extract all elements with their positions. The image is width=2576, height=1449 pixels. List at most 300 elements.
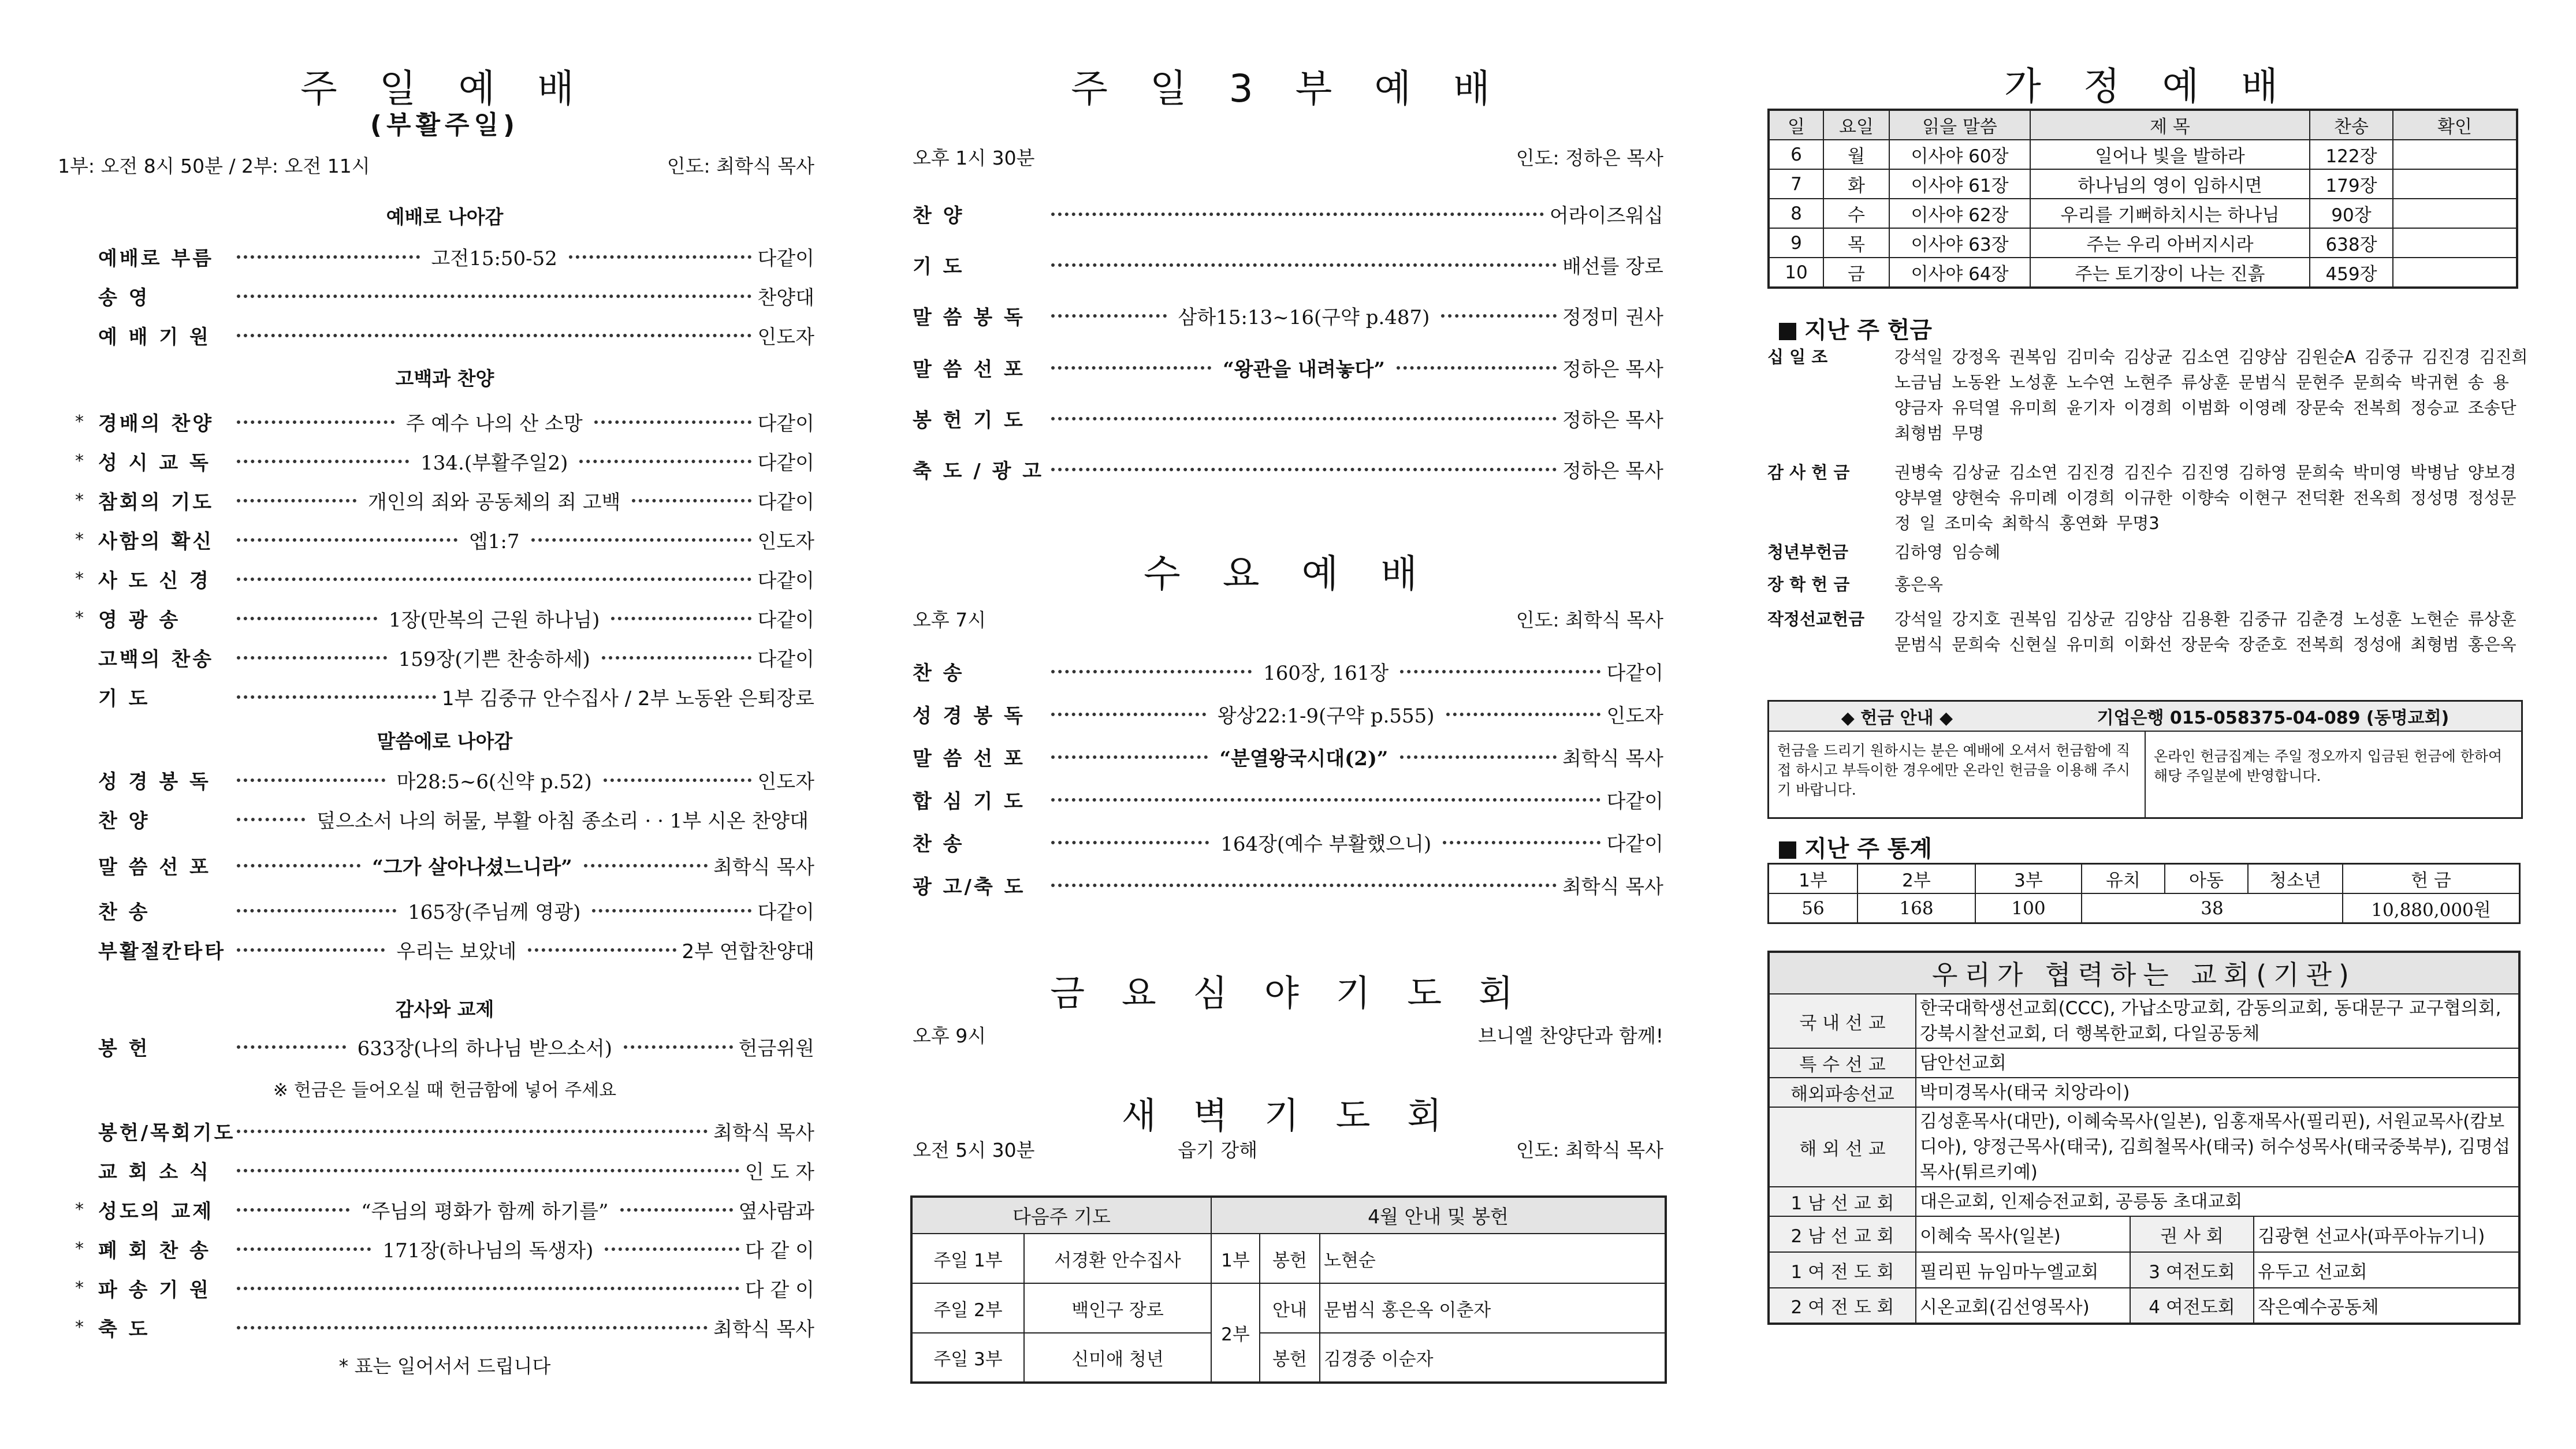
april-names: 김경중 이순자 <box>1320 1333 1666 1383</box>
prayer-name: 신미애 청년 <box>1024 1333 1211 1383</box>
order-label: 송 영 <box>98 286 150 310</box>
dot-leader <box>237 656 387 660</box>
partner-value: 김성훈목사(대만), 이혜숙목사(일본), 임홍재목사(필리핀), 서원교목사(캄보디아), 양정근목사(태국), 김희철목사(태국) 허수성목사(태국중북부), 김명섭목사(튀르키예) <box>1916 1107 2519 1187</box>
dot-leader <box>1051 884 1557 887</box>
dot-leader <box>237 695 436 699</box>
order-label: 교 회 소 식 <box>98 1161 211 1184</box>
offering-label: 십 일 조 <box>1767 347 1828 367</box>
dot-leader <box>237 1169 739 1172</box>
april-role: 봉헌 <box>1260 1333 1320 1383</box>
order-row <box>75 321 814 349</box>
order-person: 옆사람과 <box>738 1200 814 1223</box>
dot-leader <box>592 909 751 912</box>
order-person: 다같이 <box>757 412 814 435</box>
table-cell: 이사야 60장 <box>1889 140 2030 169</box>
next-week-prayer-header: 다음주 기도 <box>911 1197 1211 1234</box>
offering-label: 청년부헌금 <box>1767 542 1849 562</box>
order-person: 정하은 목사 <box>1562 358 1664 381</box>
order-detail: “그가 살아나셨느니라” <box>372 856 572 879</box>
partner-value: 대은교회, 인제승전교회, 공릉동 초대교회 <box>1916 1187 2519 1216</box>
table-row <box>1769 228 2517 258</box>
order-person: 최학식 목사 <box>1562 876 1663 899</box>
order-detail: 1장(만복의 근원 하나님) <box>389 609 600 632</box>
dot-leader <box>528 948 676 952</box>
offering-heading <box>1779 312 1932 345</box>
order-detail: 고전15:50-52 <box>431 247 557 270</box>
partner-value: 박미경목사(태국 치앙라이) <box>1916 1078 2519 1107</box>
standing-mark: * <box>75 608 84 628</box>
standing-footer: * 표는 일어서서 드립니다 <box>338 1355 551 1377</box>
april-role: 봉헌 <box>1260 1234 1320 1283</box>
april-guide-header: 4월 안내 및 봉헌 <box>1211 1197 1666 1234</box>
standing-mark: * <box>75 1317 84 1338</box>
prayer-service: 주일 3부 <box>911 1333 1024 1383</box>
table-cell: 수 <box>1823 199 1889 228</box>
dot-leader <box>237 1208 349 1212</box>
offering-label: 작정선교헌금 <box>1767 609 1865 629</box>
table-cell: 월 <box>1823 140 1889 169</box>
order-row <box>913 700 1663 728</box>
order-label: 사 도 신 경 <box>98 569 211 593</box>
order-row <box>75 1274 814 1302</box>
order-row <box>75 805 814 833</box>
order-label: 기 도 <box>98 687 150 710</box>
dot-leader <box>237 1130 708 1133</box>
order-person: 어라이즈워십 <box>1549 204 1663 228</box>
april-part: 2부 <box>1211 1283 1260 1383</box>
dot-leader <box>1397 366 1557 370</box>
dot-leader <box>237 420 394 424</box>
dot-leader <box>602 656 752 660</box>
standing-mark: * <box>75 490 84 511</box>
table-cell: 90장 <box>2310 199 2393 228</box>
order-person: 최학식 목사 <box>713 1122 814 1145</box>
family-worship-column <box>1767 0 2530 1449</box>
dot-leader <box>1446 713 1601 716</box>
square-bullet-icon <box>1779 323 1796 340</box>
order-label: 기 도 <box>913 255 965 278</box>
table-cell: 이사야 61장 <box>1889 169 2030 199</box>
dot-leader <box>569 255 752 259</box>
partner-label: 3 여전도회 <box>2130 1252 2254 1288</box>
order-row <box>913 785 1663 814</box>
dot-leader <box>237 617 377 620</box>
order-label: 봉 헌 기 도 <box>913 409 1025 432</box>
family-worship-table <box>1767 109 2518 289</box>
order-person: 다같이 <box>1606 662 1663 685</box>
section-heading: 말씀에로 나아감 <box>377 730 513 753</box>
wednesday-leader: 인도: 최학식 목사 <box>1516 609 1663 631</box>
table-cell: 이사야 64장 <box>1889 258 2030 288</box>
partner-value: 필리핀 뉴임마누엘교회 <box>1916 1252 2130 1288</box>
order-label: 경배의 찬양 <box>98 412 214 435</box>
section-heading: 예배로 나아감 <box>386 206 504 228</box>
order-row <box>75 526 814 554</box>
table-cell: 459장 <box>2310 258 2393 288</box>
order-row <box>75 486 814 515</box>
table-cell[interactable] <box>2393 140 2517 169</box>
order-row <box>913 353 1663 382</box>
table-cell[interactable] <box>2393 228 2517 258</box>
order-label: 축 도 <box>98 1318 150 1341</box>
dot-leader <box>237 578 751 581</box>
friday-info <box>913 1021 1663 1048</box>
partner-row <box>1769 1252 2519 1288</box>
order-row <box>913 657 1663 686</box>
other-services-column <box>913 0 1663 1449</box>
order-label: 파 송 기 원 <box>98 1279 211 1302</box>
friday-time: 오후 9시 <box>913 1025 987 1047</box>
dot-leader <box>1400 670 1600 673</box>
table-cell: 이사야 63장 <box>1889 228 2030 258</box>
order-label: 찬 송 <box>913 662 965 685</box>
prayer-name: 서경환 안수집사 <box>1024 1234 1211 1283</box>
col-header: 요일 <box>1823 110 1889 140</box>
order-row <box>75 936 814 964</box>
partner-row <box>1769 1288 2519 1324</box>
stats-header: 1부 <box>1769 864 1858 894</box>
order-person: 정하은 목사 <box>1562 460 1663 483</box>
dot-leader <box>620 1208 733 1212</box>
order-person: 다같이 <box>757 569 814 593</box>
order-row <box>75 851 814 880</box>
dot-leader <box>1051 417 1557 420</box>
table-row <box>1769 199 2517 228</box>
april-names: 문범식 홍은옥 이춘자 <box>1320 1283 1666 1333</box>
order-label: 예 배 기 원 <box>98 326 211 349</box>
table-cell[interactable] <box>2393 258 2517 288</box>
order-detail: “분열왕국시대(2)” <box>1219 747 1388 770</box>
stats-header: 아동 <box>2165 864 2248 894</box>
order-row <box>75 243 814 271</box>
order-person: 다 같 이 <box>744 1239 815 1262</box>
order-row <box>75 896 814 925</box>
order-person: 다같이 <box>757 491 814 514</box>
dot-leader <box>624 1045 733 1049</box>
order-label: 찬 양 <box>98 810 150 833</box>
partner-label: 해외파송선교 <box>1769 1078 1916 1107</box>
table-cell: 일어나 빛을 발하라 <box>2030 140 2310 169</box>
order-label: 찬 송 <box>98 901 150 924</box>
order-person: 정하은 목사 <box>1562 409 1663 432</box>
dawn-info <box>913 1135 1663 1163</box>
order-label: 말 씀 선 포 <box>98 856 211 879</box>
order-label: 봉헌/목회기도 <box>98 1122 236 1145</box>
order-label: 고백의 찬송 <box>98 648 214 671</box>
order-person: 다같이 <box>757 901 814 924</box>
order-detail: 엡1:7 <box>468 530 520 553</box>
guide-left-text: 헌금을 드리기 원하시는 분은 예배에 오셔서 헌금함에 직접 하시고 부득이한 경우에만 온라인 헌금을 이용해 주시기 바랍니다. <box>1769 732 2146 817</box>
dot-leader <box>237 948 385 952</box>
stats-value: 56 <box>1769 893 1858 923</box>
dot-leader <box>237 334 751 337</box>
prayer-name: 백인구 장로 <box>1024 1283 1211 1333</box>
order-label: 합 심 기 도 <box>913 790 1025 813</box>
sunday-subtitle: (부활주일) <box>370 110 520 140</box>
order-row <box>913 455 1663 483</box>
dot-leader <box>579 460 751 463</box>
order-row <box>75 1195 814 1224</box>
dot-leader <box>237 1045 346 1049</box>
order-row <box>913 404 1663 433</box>
order-person: 인도자 <box>757 530 814 553</box>
order-label: 예배로 부름 <box>98 247 214 270</box>
wednesday-time: 오후 7시 <box>913 609 987 631</box>
dot-leader <box>237 295 751 298</box>
order-person: 인도자 <box>757 770 815 794</box>
section-heading: 고백과 찬양 <box>395 367 494 390</box>
dot-leader <box>1441 314 1557 318</box>
april-role: 안내 <box>1260 1283 1320 1333</box>
third-service-info <box>913 143 1663 170</box>
dot-leader <box>1400 755 1557 759</box>
table-row <box>1769 169 2517 199</box>
table-cell: 이사야 62장 <box>1889 199 2030 228</box>
dot-leader <box>237 1247 371 1251</box>
order-row <box>75 1313 814 1342</box>
friday-note: 브니엘 찬양단과 함께! <box>1477 1025 1663 1047</box>
order-detail: 165장(주님께 영광) <box>408 901 581 924</box>
order-label: 광 고/축 도 <box>913 876 1026 899</box>
order-label: 성 경 봉 독 <box>913 705 1025 728</box>
stats-value: 10,880,000원 <box>2343 893 2520 923</box>
schedule-table <box>910 1195 1667 1384</box>
prayer-service: 주일 2부 <box>911 1283 1024 1333</box>
order-row <box>75 408 814 436</box>
order-detail: 주 예수 나의 산 소망 <box>405 412 583 435</box>
order-row <box>75 1235 814 1263</box>
section-heading: 감사와 교제 <box>395 998 494 1020</box>
sunday-service-column <box>58 0 815 1449</box>
order-detail: 삼하15:13~16(구약 p.487) <box>1178 306 1430 329</box>
order-label: 찬 양 <box>913 204 965 228</box>
table-row <box>1769 140 2517 169</box>
dot-leader <box>605 1247 739 1251</box>
offering-label: 장 학 헌 금 <box>1767 575 1850 594</box>
order-label: 폐 회 찬 송 <box>98 1239 211 1262</box>
order-person: 다같이 <box>1606 790 1663 813</box>
order-label: 영 광 송 <box>98 609 181 632</box>
order-person: 인도자 <box>757 326 814 349</box>
col-header: 읽을 말씀 <box>1889 110 2030 140</box>
offering-title: 지난 주 헌금 <box>1804 317 1933 344</box>
partner-value: 이혜숙 목사(일본) <box>1916 1216 2130 1252</box>
standing-mark: * <box>75 1200 84 1220</box>
table-cell: 8 <box>1769 199 1823 228</box>
partner-label: 1 남 선 교 회 <box>1769 1187 1916 1216</box>
order-person: 헌금위원 <box>738 1037 814 1060</box>
sunday-title: 주 일 예 배 <box>300 66 589 111</box>
order-label: 성 시 교 독 <box>98 452 211 475</box>
third-service-time: 오후 1시 30분 <box>913 147 1035 169</box>
order-person: 다같이 <box>757 648 814 671</box>
dot-leader <box>1051 841 1209 844</box>
order-row <box>913 828 1663 856</box>
table-cell: 금 <box>1823 258 1889 288</box>
table-cell: 주는 토기장이 나는 진흙 <box>2030 258 2310 288</box>
offering-note: ※ 헌금은 들어오실 때 헌금함에 넣어 주세요 <box>273 1080 617 1101</box>
order-row <box>75 447 814 475</box>
order-row <box>75 282 814 310</box>
order-row <box>75 1033 814 1061</box>
order-detail: 우리는 보았네 <box>396 940 517 963</box>
order-detail: 633장(나의 하나님 받으소서) <box>357 1037 613 1060</box>
offering-row <box>1767 606 2530 657</box>
order-row <box>913 743 1663 771</box>
dot-leader <box>237 255 420 259</box>
dawn-leader: 인도: 최학식 목사 <box>1516 1139 1663 1161</box>
order-label: 참회의 기도 <box>98 491 214 514</box>
guide-title: ◆ 헌금 안내 ◆ <box>1841 708 1953 728</box>
standing-mark: * <box>75 412 84 432</box>
order-person: 배선를 장로 <box>1562 255 1663 278</box>
wednesday-info <box>913 605 1663 632</box>
dot-leader <box>237 1287 739 1290</box>
partner-row <box>1769 1078 2519 1107</box>
offering-guide-box <box>1767 700 2523 819</box>
partner-label: 해 외 선 교 <box>1769 1107 1916 1187</box>
order-person: 최학식 목사 <box>1562 747 1664 770</box>
order-label: 봉 헌 <box>98 1037 150 1060</box>
order-detail: 개인의 죄와 공동체의 죄 고백 <box>368 491 621 514</box>
sunday-times: 1부: 오전 8시 50분 / 2부: 오전 11시 <box>58 155 370 177</box>
table-cell: 638장 <box>2310 228 2393 258</box>
order-person: 인 도 자 <box>744 1161 814 1184</box>
order-detail: 왕상22:1-9(구약 p.555) <box>1217 705 1435 728</box>
col-header: 찬송 <box>2310 110 2393 140</box>
partner-label: 1 여 전 도 회 <box>1769 1252 1916 1288</box>
partner-value: 유두고 선교회 <box>2254 1252 2519 1288</box>
order-person: 다같이 <box>757 452 815 475</box>
guide-right-text: 온라인 헌금집계는 주일 정오까지 입금된 헌금에 한하여 해당 주일분에 반영합니다. <box>2154 748 2503 784</box>
partner-value: 시온교회(김선영목사) <box>1916 1288 2130 1324</box>
dot-leader <box>1051 263 1557 267</box>
dot-leader <box>632 499 751 502</box>
order-row <box>75 604 814 632</box>
dot-leader <box>1051 713 1206 716</box>
dot-leader <box>594 420 752 424</box>
partner-row <box>1769 1187 2519 1216</box>
order-row <box>75 565 814 593</box>
order-detail: 마28:5~6(신약 p.52) <box>396 770 592 794</box>
table-cell: 우리를 기뻐하치시는 하나님 <box>2030 199 2310 228</box>
order-person: 다같이 <box>1606 833 1663 856</box>
standing-mark: * <box>75 1278 84 1298</box>
order-row <box>75 1156 814 1184</box>
order-label: 말 씀 선 포 <box>913 358 1025 381</box>
stats-header: 헌 금 <box>2343 864 2520 894</box>
stats-table <box>1767 863 2521 924</box>
order-row <box>75 683 814 711</box>
third-service-leader: 인도: 정하은 목사 <box>1516 147 1663 169</box>
prayer-service: 주일 1부 <box>911 1234 1024 1283</box>
order-row <box>913 200 1663 228</box>
order-person: 인도자 <box>1606 705 1664 728</box>
table-row <box>1769 258 2517 288</box>
dot-leader <box>611 617 751 620</box>
dot-leader <box>1051 670 1252 673</box>
offering-row <box>1767 572 2530 597</box>
order-detail: 171장(하나님의 독생자) <box>382 1239 594 1262</box>
stats-header: 2부 <box>1857 864 1975 894</box>
order-row <box>913 251 1663 279</box>
order-label: 성 경 봉 독 <box>98 770 211 794</box>
table-cell: 하나님의 영이 임하시면 <box>2030 169 2310 199</box>
standing-mark: * <box>75 569 84 589</box>
offering-names: 강석일 강정옥 권복임 김미숙 김상균 김소연 김양삼 김원순A 김중규 김진경 김진희 노금님 노동완 노성훈 노수연 노현주 류상훈 문범식 문현주 문희숙 박귀현 송 용 양금자 유덕열 유미희 윤기자 이경희 이범화 이영례 장문숙 전복희 정승교 조송단 최형범 무명 <box>1894 347 2528 443</box>
partner-value: 담안선교회 <box>1916 1048 2519 1078</box>
stats-header: 청소년 <box>2248 864 2343 894</box>
order-label: 말 씀 선 포 <box>913 747 1025 770</box>
offering-names: 강석일 강지호 권복임 김상균 김양삼 김용환 김중규 김춘경 노성훈 노현순 류상훈 문범식 문희숙 신현실 유미희 이화선 장문숙 장준호 전복희 정성애 최형범 홍은옥 <box>1894 609 2517 654</box>
dot-leader <box>1443 841 1600 844</box>
partner-row <box>1769 1048 2519 1078</box>
dot-leader <box>237 864 360 867</box>
order-detail: “왕관을 내려놓다” <box>1223 358 1385 381</box>
order-label: 성도의 교제 <box>98 1200 214 1223</box>
dawn-time: 오전 5시 30분 <box>913 1139 1035 1161</box>
dot-leader <box>237 538 457 542</box>
table-cell: 122장 <box>2310 140 2393 169</box>
order-row <box>75 643 814 672</box>
order-detail: 134.(부활주일2) <box>420 452 568 475</box>
order-person: 2부 연합찬양대 <box>682 940 815 963</box>
order-person: 1부 김중규 안수집사 / 2부 노동완 은퇴장로 <box>441 687 814 710</box>
order-person: 최학식 목사 <box>713 856 815 879</box>
offering-row <box>1767 460 2530 536</box>
dot-leader <box>1051 314 1167 318</box>
standing-mark: * <box>75 1239 84 1259</box>
april-part: 1부 <box>1211 1234 1260 1283</box>
order-row <box>75 1117 814 1145</box>
order-label: 사함의 확신 <box>98 530 214 553</box>
order-person: 다 같 이 <box>744 1279 814 1302</box>
partner-label: 2 여 전 도 회 <box>1769 1288 1916 1324</box>
order-row <box>913 301 1663 330</box>
table-cell: 주는 우리 아버지시라 <box>2030 228 2310 258</box>
dot-leader <box>1051 366 1211 370</box>
order-person: 다같이 <box>757 609 815 632</box>
table-cell: 6 <box>1769 140 1823 169</box>
order-person: 정정미 권사 <box>1562 306 1664 329</box>
offering-names: 홍은옥 <box>1894 575 1944 594</box>
table-cell[interactable] <box>2393 169 2517 199</box>
dot-leader <box>237 909 396 912</box>
dot-leader <box>531 538 752 542</box>
square-bullet-icon <box>1779 841 1796 859</box>
table-cell[interactable] <box>2393 199 2517 228</box>
partner-value: 한국대학생선교회(CCC), 가납소망교회, 감동의교회, 동대문구 교구협의회, 강북시찰선교회, 더 행복한교회, 다일공동체 <box>1916 994 2519 1048</box>
stats-heading <box>1779 830 1932 863</box>
dot-leader <box>237 778 385 782</box>
dot-leader <box>1051 755 1208 759</box>
offering-names: 권병숙 김상균 김소연 김진경 김진수 김진영 김하영 문희숙 박미영 박병남 양보경 양부열 양현숙 유미례 이경희 이규한 이향숙 이현구 전덕환 전옥희 정성명 정성문 정 일 조미숙 최학식 홍연화 무명3 <box>1894 463 2517 533</box>
friday-title: 금 요 심 야 기 도 회 <box>1050 972 1526 1014</box>
order-label: 축 도 / 광 고 <box>913 460 1044 483</box>
col-header: 일 <box>1769 110 1823 140</box>
stats-title: 지난 주 통계 <box>1804 836 1933 862</box>
standing-mark: * <box>75 530 84 550</box>
partner-label: 2 남 선 교 회 <box>1769 1216 1916 1252</box>
dot-leader <box>1051 468 1557 471</box>
table-cell: 화 <box>1823 169 1889 199</box>
order-detail: 164장(예수 부활했으니) <box>1220 833 1432 856</box>
order-row <box>913 871 1663 899</box>
standing-mark: * <box>75 451 84 471</box>
stats-header: 3부 <box>1975 864 2082 894</box>
stats-header: 유치 <box>2082 864 2165 894</box>
order-detail: “주님의 평화가 함께 하기를” <box>361 1200 609 1223</box>
